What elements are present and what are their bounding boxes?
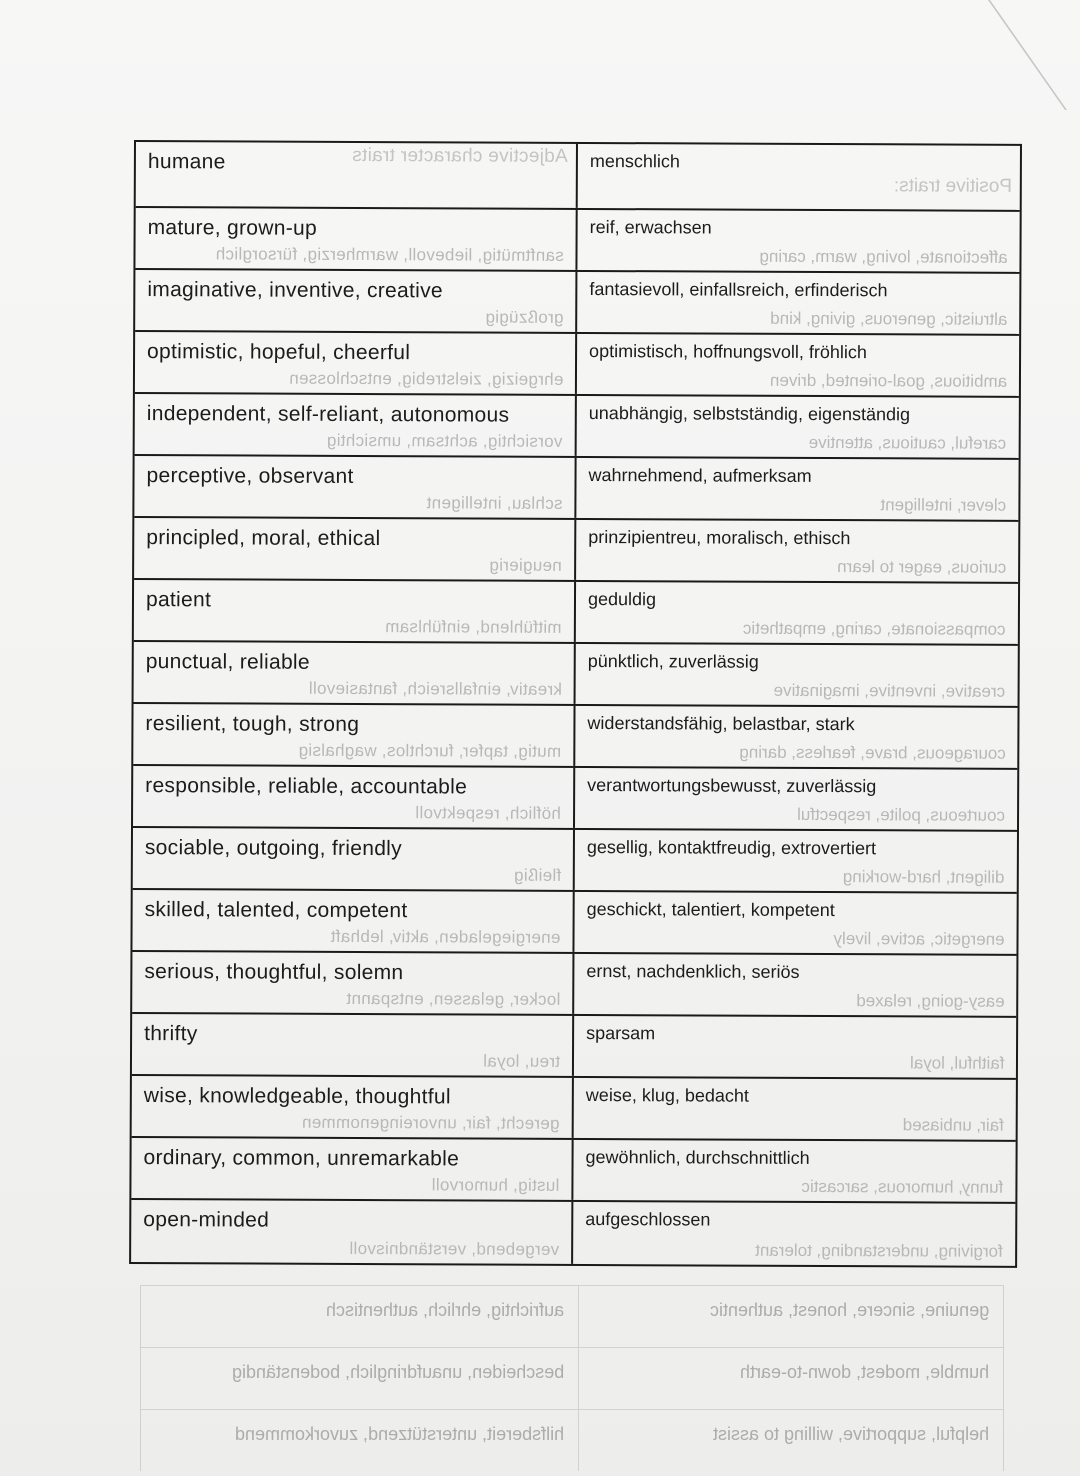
bleedthrough-text: clever, intelligent [880, 495, 1007, 515]
bleedthrough-text: ambitious, goal-oriented, driven [769, 370, 1007, 391]
table-row [136, 142, 1020, 212]
english-term-cell [132, 1076, 574, 1138]
english-term: thrifty [144, 1022, 198, 1046]
german-translation-cell [573, 1202, 1015, 1266]
bleedthrough-text: bescheiden, unaufdringlich, bodenständig [231, 1362, 564, 1382]
english-term: independent, self-reliant, autonomous [146, 402, 510, 427]
english-term-cell [136, 142, 578, 208]
english-term-cell [133, 766, 575, 828]
german-translation-cell [576, 520, 1018, 582]
bleedthrough-text: forgiving, understanding, tolerant [755, 1240, 1004, 1261]
english-term-cell [134, 580, 576, 642]
english-term: ordinary, common, unremarkable [143, 1146, 460, 1171]
german-translation-cell [576, 582, 1018, 644]
english-term-cell [135, 270, 577, 332]
english-term: sociable, outgoing, friendly [144, 836, 403, 861]
faded-cell [141, 1286, 579, 1347]
german-translation: unabhängig, selbstständig, eigenständig [588, 402, 911, 425]
bleedthrough-text: gerecht, fair, unvoreingenommen [301, 1112, 560, 1133]
bleedthrough-text: treu, loyal [482, 1051, 561, 1071]
german-translation-cell [574, 892, 1016, 954]
faded-cell [579, 1286, 1003, 1347]
german-translation-cell [577, 272, 1019, 334]
bleedthrough-text: compassionate, caring, empathetic [743, 618, 1006, 639]
german-translation-cell [577, 210, 1019, 272]
german-translation: geschickt, talentiert, kompetent [586, 898, 835, 921]
table-row [134, 518, 1018, 584]
english-term: responsible, reliable, accountable [145, 774, 468, 799]
bleedthrough-text: aufrichtig, ehrlich, authentisch [325, 1300, 564, 1320]
faded-row [141, 1409, 1003, 1471]
english-term: wise, knowledgeable, thoughtful [143, 1084, 451, 1109]
table-row [135, 270, 1019, 336]
german-translation: menschlich [589, 150, 681, 172]
german-translation: aufgeschlossen [585, 1208, 711, 1230]
english-term: humane [147, 150, 226, 174]
bleedthrough-heading: Adjective character traits [352, 144, 568, 167]
table-row [133, 766, 1017, 832]
english-term-cell [134, 642, 576, 704]
table-row [135, 332, 1019, 398]
bleedthrough-text: mutig, tapfer, furchtlos, waghalsig [298, 740, 562, 761]
english-term: imaginative, inventive, creative [147, 278, 443, 303]
german-translation-cell [575, 706, 1017, 768]
english-term: punctual, reliable [145, 650, 310, 674]
german-translation-cell [574, 954, 1016, 1016]
english-term: mature, grown-up [147, 216, 318, 240]
table-row [131, 1200, 1015, 1266]
german-translation: verantwortungsbewusst, zuverlässig [587, 774, 877, 797]
german-translation-cell [575, 768, 1017, 830]
table-row [134, 456, 1018, 522]
bleedthrough-text: schlau, intelligent [426, 493, 563, 513]
table-row [135, 208, 1019, 274]
german-translation: prinzipientreu, moralisch, ethisch [588, 526, 851, 549]
bleedthrough-text: ehrgeizig, zielstrebig, entschlossen [288, 368, 564, 389]
german-translation-cell [575, 830, 1017, 892]
bleedthrough-text: humble, modest, down-to-earth [739, 1362, 989, 1382]
bleedthrough-text: altruistic, generous, giving, kind [769, 308, 1008, 329]
german-translation-cell [573, 1140, 1015, 1202]
bleedthrough-heading: Positive traits: [893, 175, 1012, 197]
table-row [132, 1014, 1016, 1080]
english-term-cell [134, 456, 576, 518]
table-row [131, 1138, 1015, 1204]
bleedthrough-text: courteous, polite, respectful [797, 804, 1006, 825]
german-translation-cell [577, 334, 1019, 396]
english-term: patient [145, 588, 212, 612]
bleedthrough-text: courageous, brave, fearless, daring [738, 742, 1006, 763]
english-term-cell [133, 704, 575, 766]
bleedthrough-text: fleißig [513, 865, 561, 885]
english-term-cell [132, 952, 574, 1014]
table-row [132, 890, 1016, 956]
english-term-cell [135, 332, 577, 394]
faded-cell [579, 1410, 1003, 1471]
bleedthrough-text: vergebend, verständnisvoll [349, 1238, 560, 1259]
bleedthrough-text: diligent, hard-working [843, 867, 1005, 887]
table-row [135, 394, 1019, 460]
faded-bleedthrough-table [140, 1285, 1004, 1471]
bleedthrough-text: hilfsbereit, unterstützend, zuvorkommend [234, 1424, 564, 1444]
german-translation: gesellig, kontaktfreudig, extrovertiert [586, 836, 877, 859]
bleedthrough-text: energiegeladen, aktiv, lebhaft [330, 926, 561, 947]
bleedthrough-text: sanftmütig, liebevoll, warmherzig, fürsorglich [215, 244, 564, 265]
german-translation: pünktlich, zuverlässig [587, 650, 759, 672]
german-translation: ernst, nachdenklich, seriös [586, 960, 800, 982]
bleedthrough-text: creative, inventive, imaginative [774, 680, 1006, 701]
german-translation-cell [574, 1078, 1016, 1140]
english-term: skilled, talented, competent [144, 898, 408, 923]
german-translation: reif, erwachsen [589, 216, 712, 238]
bleedthrough-text: easy-going, relaxed [855, 991, 1005, 1011]
english-term-cell [131, 1200, 573, 1264]
english-term: resilient, tough, strong [145, 712, 360, 736]
faded-cell [141, 1410, 579, 1471]
table-row [134, 580, 1018, 646]
english-term: serious, thoughtful, solemn [144, 960, 404, 985]
faded-row [141, 1347, 1003, 1409]
bleedthrough-text: großzügig [484, 307, 564, 327]
german-translation: widerstandsfähig, belastbar, stark [587, 712, 855, 735]
german-translation: fantasievoll, einfallsreich, erfinderisch [589, 278, 888, 301]
english-term-cell [133, 828, 575, 890]
german-translation-cell [577, 396, 1019, 458]
bleedthrough-text: curious, eager to learn [836, 557, 1007, 577]
bleedthrough-text: energetic, active, lively [833, 929, 1005, 949]
german-translation: geduldig [587, 588, 657, 610]
bleedthrough-text: mitfühlend, einfühlsam [385, 617, 562, 637]
english-term: optimistic, hopeful, cheerful [147, 340, 411, 365]
bleedthrough-text: locker, gelassen, entspannt [346, 988, 561, 1009]
bleedthrough-text: careful, cautious, attentive [809, 432, 1007, 453]
german-translation-cell [578, 144, 1020, 210]
german-translation: sparsam [586, 1022, 656, 1044]
english-term: perceptive, observant [146, 464, 354, 488]
german-translation: optimistisch, hoffnungsvoll, fröhlich [589, 340, 867, 363]
vocabulary-table [129, 140, 1022, 1268]
english-term-cell [131, 1138, 573, 1200]
german-translation-cell [574, 1016, 1016, 1078]
english-term-cell [132, 1014, 574, 1076]
english-term-cell [135, 208, 577, 270]
german-translation: gewöhnlich, durchschnittlich [585, 1146, 810, 1168]
table-row [132, 1076, 1016, 1142]
table-row [133, 828, 1017, 894]
table-row [133, 704, 1017, 770]
german-translation: weise, klug, bedacht [585, 1084, 749, 1106]
bleedthrough-text: genuine, sincere, honest, authentic [709, 1300, 989, 1320]
bleedthrough-text: höflich, respektvoll [415, 803, 562, 823]
german-translation: wahrnehmend, aufmerksam [588, 464, 812, 486]
bleedthrough-text: fair, unbiased [902, 1115, 1004, 1135]
table-row [134, 642, 1018, 708]
bleedthrough-text: vorsichtig, achtsam, umsichtig [326, 430, 563, 451]
bleedthrough-text: kreativ, einfallsreich, fantasievoll [308, 678, 562, 699]
english-term-cell [135, 394, 577, 456]
bleedthrough-text: lustig, humorvoll [431, 1175, 560, 1195]
table-row [132, 952, 1016, 1018]
bleedthrough-text: funny, humorous, sarcastic [801, 1176, 1004, 1197]
english-term: principled, moral, ethical [146, 526, 381, 551]
faded-row [141, 1285, 1003, 1347]
faded-cell [579, 1348, 1003, 1409]
english-term-cell [134, 518, 576, 580]
english-term: open-minded [143, 1208, 270, 1232]
german-translation-cell [576, 644, 1018, 706]
bleedthrough-text: faithful, loyal [909, 1053, 1005, 1073]
bleedthrough-text: helpful, supportive, willing to assist [712, 1424, 989, 1444]
bleedthrough-text: affectionate, loving, warm, caring [759, 246, 1008, 267]
english-term-cell [132, 890, 574, 952]
faded-cell [141, 1348, 579, 1409]
bleedthrough-text: neugierig [489, 555, 563, 575]
german-translation-cell [576, 458, 1018, 520]
